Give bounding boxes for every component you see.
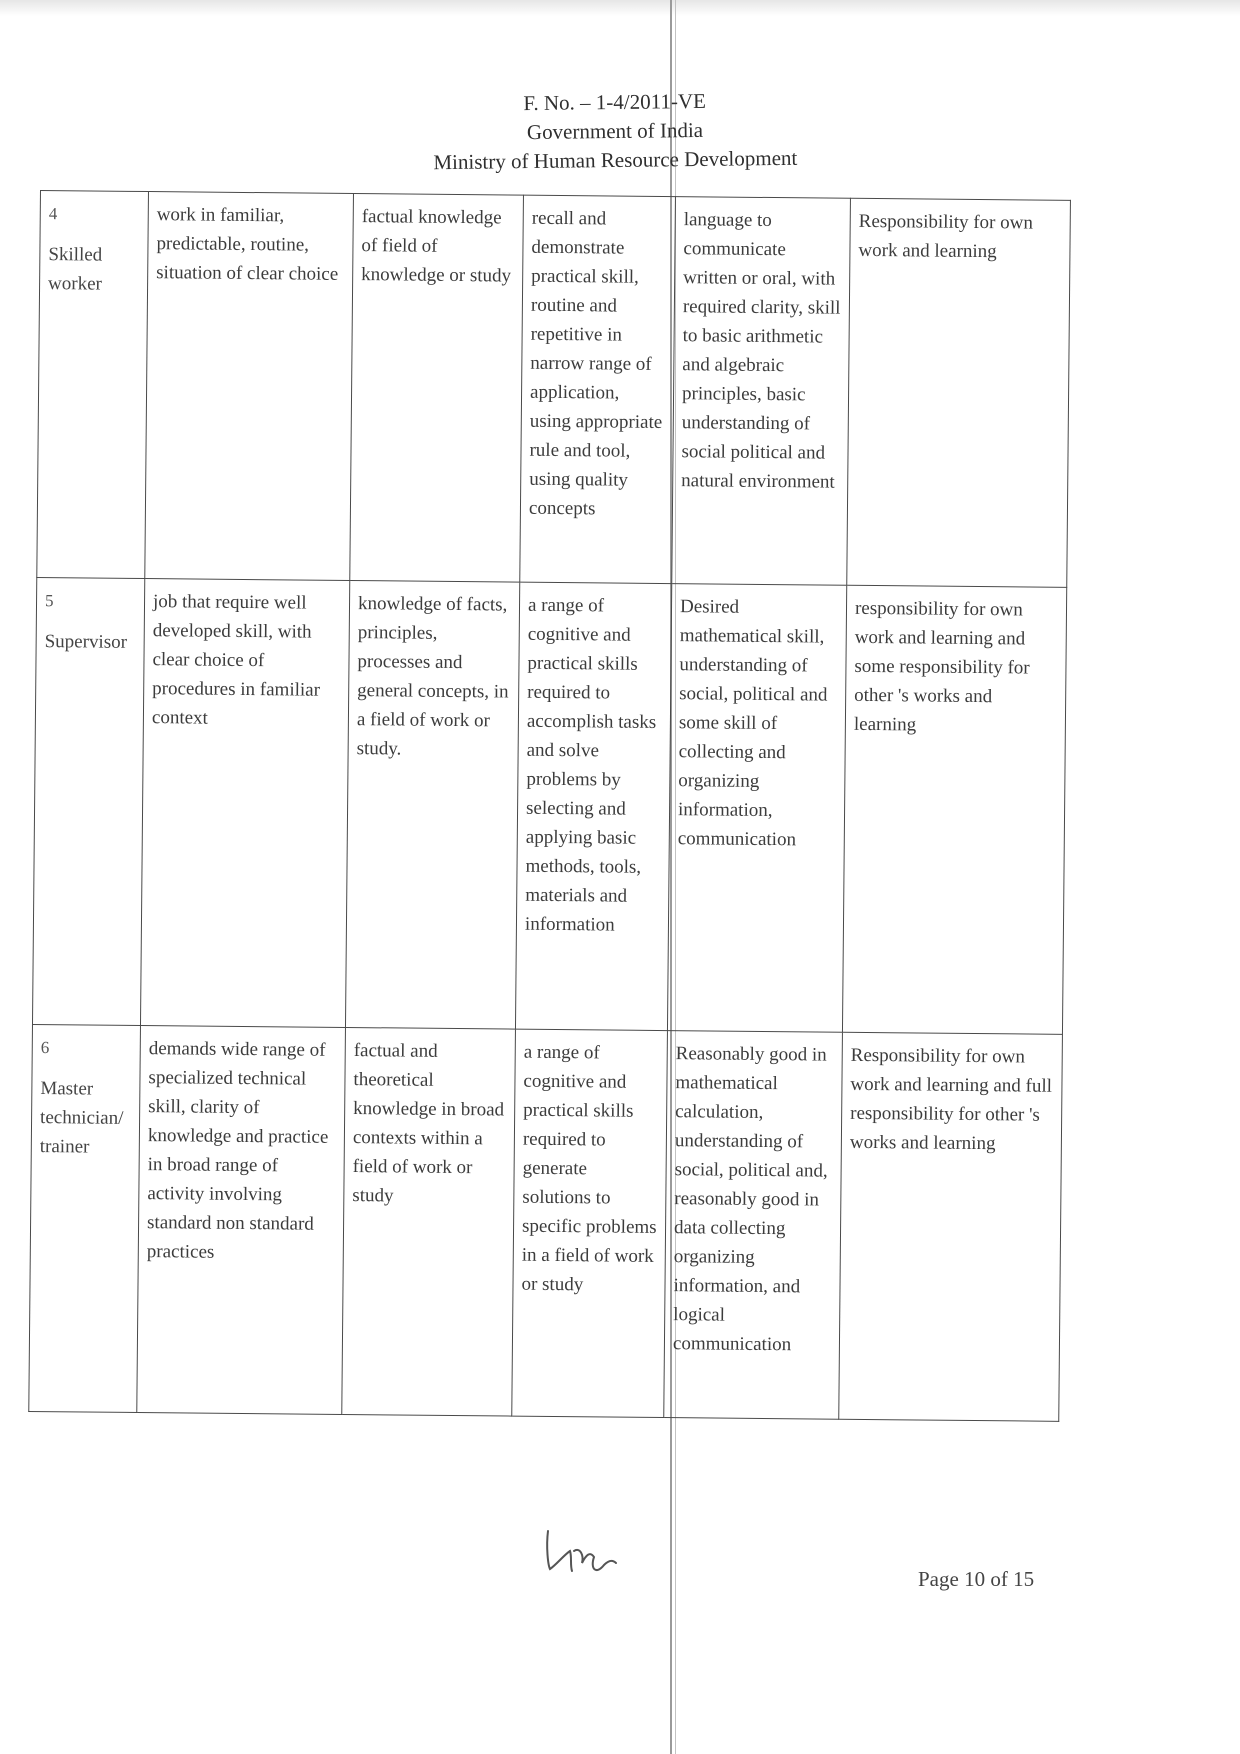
level-title: Supervisor (44, 631, 128, 653)
file-number: F. No. – 1-4/2011-VE (523, 88, 706, 116)
level-number: 5 (44, 591, 54, 611)
page-number: Page 10 of 15 (918, 1567, 1035, 1591)
level-number: 4 (48, 204, 58, 224)
level-cell (29, 1024, 141, 1412)
knowledge-cell: factual knowledge of field of knowledge or study (350, 194, 524, 583)
core-skill-cell: language to communicate written or oral, with required clarity, skill to basic arithmetic and algebraic principles, basic understanding of social political and natural environment (672, 197, 851, 586)
responsibility-cell: responsibility for own work and learning and some responsibility for other 's works and learning (842, 585, 1066, 1034)
responsibility-cell: Responsibility for own work and learning (847, 198, 1071, 587)
ministry-line: Ministry of Human Resource Development (433, 145, 798, 175)
process-cell: demands wide range of specialized technical skill, clarity of knowledge and practice in broad range of activity involving standard non standard practices (137, 1026, 346, 1415)
qualification-levels-table (28, 190, 1070, 1422)
level-cell (32, 577, 144, 1025)
level-title: Skilled worker (48, 244, 103, 295)
table-row (37, 191, 1071, 588)
core-skill-cell: Desired mathematical skill, understanding of social, political and some skill of collecting and organizing information, communication (667, 584, 846, 1033)
process-cell: work in familiar, predictable, routine, situation of clear choice (145, 192, 354, 581)
letter-header (379, 85, 850, 178)
skill-cell: a range of cognitive and practical skills required to accomplish tasks and solve problems by selecting and applying basic methods, tools, materials and information (515, 582, 671, 1030)
skill-cell: recall and demonstrate practical skill, routine and repetitive in narrow range of application, using appropriate rule and tool, using quality concepts (520, 195, 676, 583)
scan-edge (0, 0, 1240, 16)
government-line: Government of India (526, 117, 704, 145)
skill-cell: a range of cognitive and practical skills required to generate solutions to specific problems in a field of work or study (512, 1029, 668, 1417)
knowledge-cell: knowledge of facts, principles, processes and general concepts, in a field of work or study. (345, 580, 519, 1029)
table-row (32, 577, 1066, 1034)
level-number: 6 (40, 1038, 50, 1058)
table-row (29, 1024, 1063, 1421)
knowledge-cell: factual and theoretical knowledge in broad contexts within a field of work or study (342, 1027, 516, 1416)
core-skill-cell: Reasonably good in mathematical calculation, understanding of social, political and, reasonably good in data collecting organizing information, and logical communication (664, 1031, 843, 1420)
handwritten-signature (540, 1525, 630, 1585)
process-cell: job that require well developed skill, with clear choice of procedures in familiar context (140, 579, 349, 1028)
responsibility-cell: Responsibility for own work and learning and full responsibility for other 's works and learning (839, 1032, 1063, 1421)
level-cell (37, 191, 149, 579)
level-title: Master technician/ trainer (39, 1078, 124, 1158)
